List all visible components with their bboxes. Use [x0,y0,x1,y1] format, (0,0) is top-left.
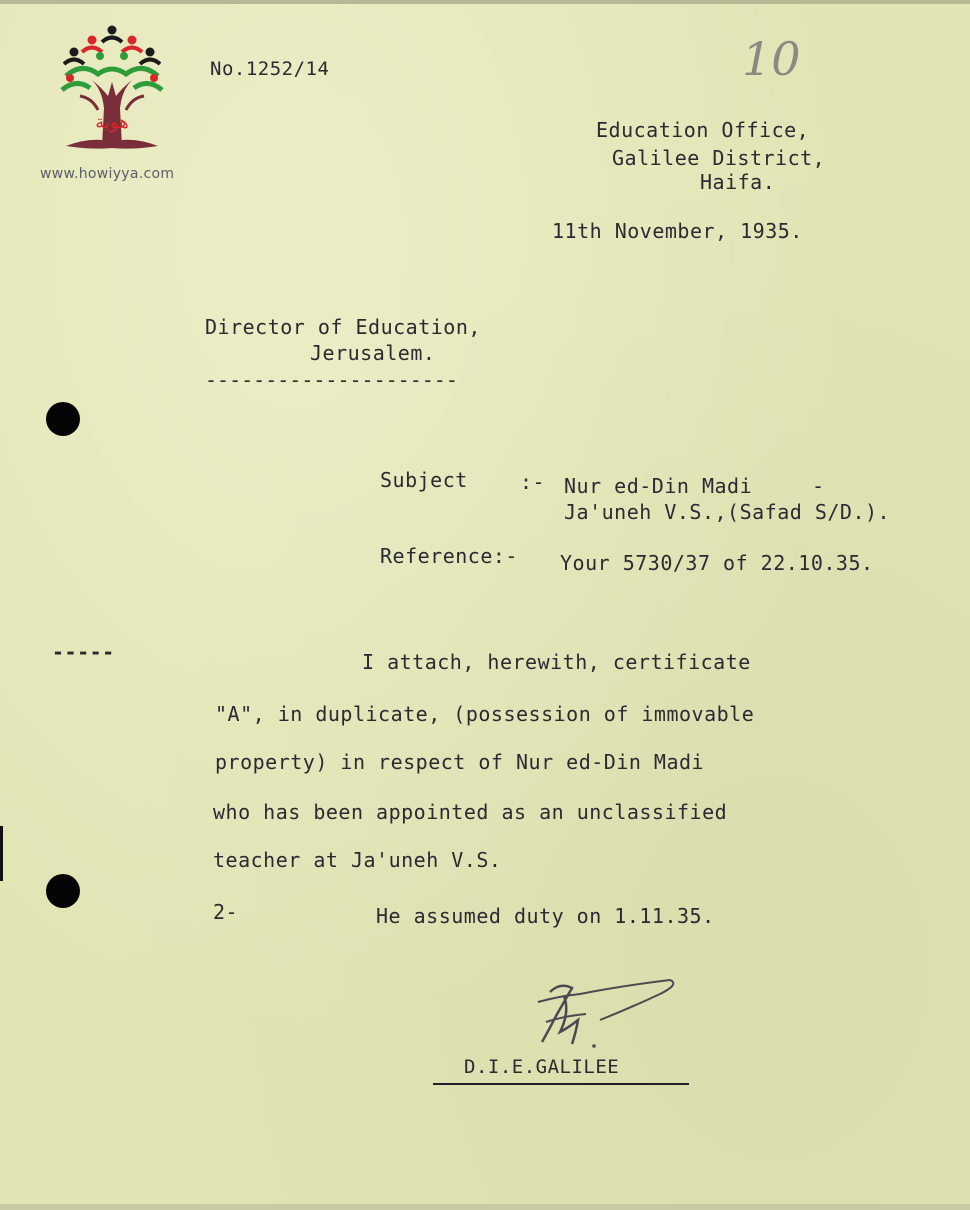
svg-text:10: 10 [742,32,801,85]
body-line-2: "A", in duplicate, (possession of immovable [215,702,755,726]
punch-hole [46,874,80,908]
body-line-4: who has been appointed as an unclassified [213,800,728,824]
body-line-1: I attach, herewith, certificate [362,650,751,674]
reference-label: Reference:- [380,544,518,568]
people-figures-icon [62,26,162,91]
subject-line-1: Nur ed-Din Madi [564,474,753,498]
edge-mark [0,826,3,881]
howiyya-logo [52,18,172,168]
subject-label: Subject [380,468,468,492]
page-top-edge [0,0,970,4]
handwritten-number [740,30,830,85]
office-address-line-1: Education Office, [596,118,810,142]
recipient-line-2: Jerusalem. [310,341,436,365]
subject-separator: :- [520,470,546,494]
recipient-line-1: Director of Education, [205,315,481,339]
body-line-5: teacher at Ja'uneh V.S. [213,848,502,872]
office-address-line-2: Galilee District, [612,146,826,170]
margin-mark: ----- [52,640,115,664]
signatory-title: D.I.E.GALILEE [464,1056,620,1078]
punch-hole [46,402,80,436]
handwritten-signature [520,972,690,1062]
recipient-underline: --------------------- [205,368,458,392]
subject-dash: - [812,474,825,498]
subject-line-2: Ja'uneh V.S.,(Safad S/D.). [564,500,891,524]
body-line-3: property) in respect of Nur ed-Din Madi [215,750,705,774]
signature-underline [433,1083,689,1085]
logo-url: www.howiyya.com [40,166,175,182]
page-bottom-edge [0,1204,970,1210]
reference-number: No.1252/14 [210,58,330,80]
letter-date: 11th November, 1935. [552,219,803,243]
tree-icon [66,80,158,149]
office-address-line-3: Haifa. [700,170,776,194]
logo-emblem-text: هوية [95,112,129,133]
reference-value: Your 5730/37 of 22.10.35. [560,551,874,575]
body-paragraph-2: He assumed duty on 1.11.35. [376,904,715,928]
paragraph-number: 2- [213,900,239,924]
